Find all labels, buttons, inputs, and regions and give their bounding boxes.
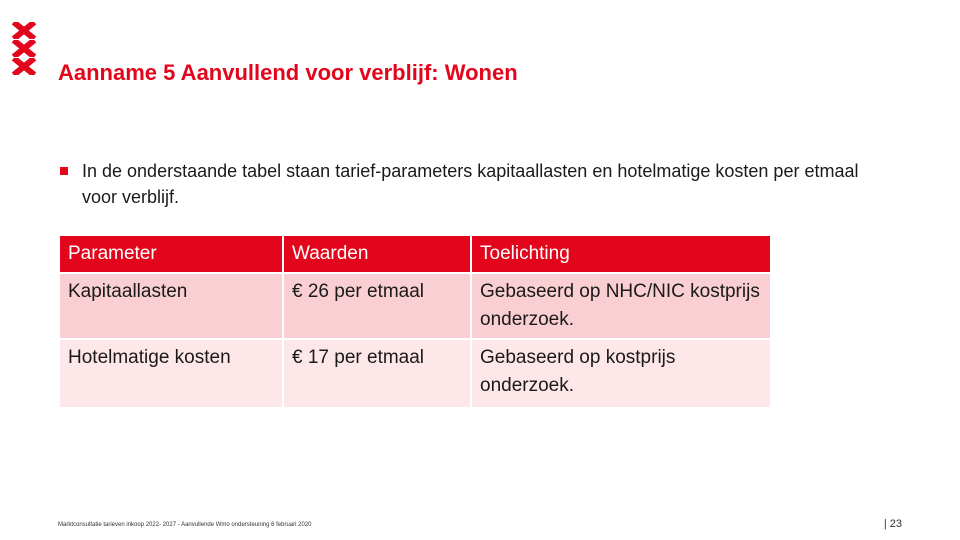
table-cell: € 17 per etmaal xyxy=(283,339,471,408)
table-row xyxy=(59,273,771,339)
table-cell: Hotelmatige kosten xyxy=(59,339,283,408)
table-cell: Gebaseerd op NHC/NIC kostprijs onderzoek. xyxy=(471,273,771,339)
parameters-table xyxy=(58,234,772,409)
table-cell: Gebaseerd op kostprijs onderzoek. xyxy=(471,339,771,408)
table-cell: € 26 per etmaal xyxy=(283,273,471,339)
amsterdam-cross-icon xyxy=(12,22,36,39)
footer-text: Marktconsultatie tarieven inkoop 2022- 2027 - Aanvullende Wmo ondersteuning 6 februari 2020 xyxy=(58,522,312,528)
table-cell: Kapitaallasten xyxy=(59,273,283,339)
header-parameter: Parameter xyxy=(59,235,283,273)
header-waarden: Waarden xyxy=(283,235,471,273)
square-bullet-icon xyxy=(60,167,68,175)
bullet-text: In de onderstaande tabel staan tarief-parameters kapitaallasten en hotelmatige kosten per etmaal voor verblijf. xyxy=(82,161,859,207)
amsterdam-cross-icon xyxy=(12,40,36,57)
page-number: | 23 xyxy=(883,518,902,530)
amsterdam-logo xyxy=(12,22,38,76)
amsterdam-cross-icon xyxy=(12,58,36,75)
bullet-item xyxy=(58,158,888,210)
table-header-row xyxy=(59,235,771,273)
table-row xyxy=(59,339,771,408)
header-toelichting: Toelichting xyxy=(471,235,771,273)
slide-title: Aanname 5 Aanvullend voor verblijf: Wonen xyxy=(58,60,518,85)
